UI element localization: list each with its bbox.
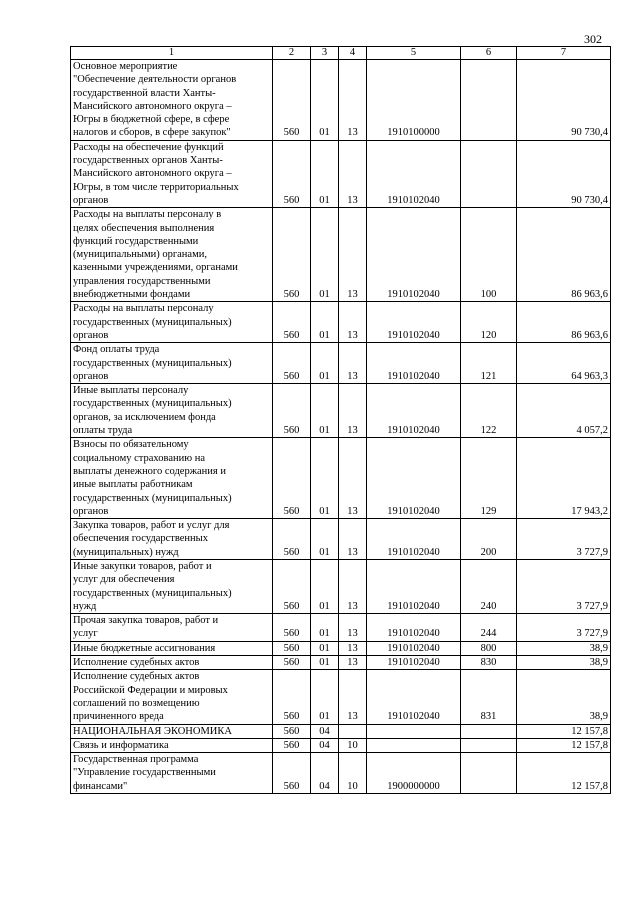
- table-row: [71, 438, 611, 519]
- table-header-row: [71, 47, 611, 60]
- cell-rz: 01: [311, 656, 339, 670]
- cell-rz: 01: [311, 343, 339, 384]
- cell-sum: 86 963,6: [517, 302, 611, 343]
- cell-rz: 01: [311, 140, 339, 207]
- cell-grbs: 560: [273, 302, 311, 343]
- cell-pr: 13: [339, 60, 367, 141]
- cell-rz: 01: [311, 519, 339, 560]
- cell-name: Расходы на выплаты персоналу государственных (муниципальных) органов: [71, 302, 273, 343]
- cell-sum: 17 943,2: [517, 438, 611, 519]
- cell-grbs: 560: [273, 140, 311, 207]
- cell-sum: 4 057,2: [517, 384, 611, 438]
- cell-csr: 1910102040: [367, 302, 461, 343]
- cell-sum: 12 157,8: [517, 753, 611, 794]
- cell-vr: 129: [461, 438, 517, 519]
- col-header-rz: 3: [311, 47, 339, 60]
- cell-grbs: 560: [273, 614, 311, 642]
- cell-csr: 1910102040: [367, 670, 461, 724]
- cell-rz: 01: [311, 384, 339, 438]
- cell-rz: 01: [311, 670, 339, 724]
- cell-grbs: 560: [273, 656, 311, 670]
- cell-grbs: 560: [273, 519, 311, 560]
- cell-sum: 38,9: [517, 656, 611, 670]
- table-row: [71, 343, 611, 384]
- cell-vr: 831: [461, 670, 517, 724]
- cell-vr: 830: [461, 656, 517, 670]
- cell-grbs: 560: [273, 670, 311, 724]
- cell-sum: 38,9: [517, 670, 611, 724]
- table-row: [71, 60, 611, 141]
- cell-csr: 1910102040: [367, 559, 461, 613]
- cell-vr: [461, 60, 517, 141]
- cell-vr: 800: [461, 641, 517, 655]
- cell-vr: 100: [461, 208, 517, 302]
- cell-csr: 1910102040: [367, 438, 461, 519]
- col-header-csr: 5: [367, 47, 461, 60]
- cell-vr: [461, 738, 517, 752]
- table-row: [71, 302, 611, 343]
- table-row: [71, 614, 611, 642]
- cell-name: Фонд оплаты труда государственных (муниципальных) органов: [71, 343, 273, 384]
- cell-sum: 90 730,4: [517, 140, 611, 207]
- table-row: [71, 140, 611, 207]
- cell-rz: 01: [311, 559, 339, 613]
- cell-rz: 01: [311, 60, 339, 141]
- cell-pr: 10: [339, 738, 367, 752]
- cell-rz: 04: [311, 753, 339, 794]
- table-row: [71, 384, 611, 438]
- cell-grbs: 560: [273, 60, 311, 141]
- cell-grbs: 560: [273, 724, 311, 738]
- cell-csr: 1910102040: [367, 641, 461, 655]
- cell-name: Расходы на выплаты персоналу в целях обеспечения выполнения функций государственными (муниципальными) органами, казенными учреждениями, органами управления государственными внебюджетными фондами: [71, 208, 273, 302]
- cell-rz: 01: [311, 302, 339, 343]
- cell-pr: 13: [339, 302, 367, 343]
- col-header-name: 1: [71, 47, 273, 60]
- cell-sum: 38,9: [517, 641, 611, 655]
- cell-csr: 1910102040: [367, 343, 461, 384]
- table-row: [71, 519, 611, 560]
- cell-csr: 1910102040: [367, 614, 461, 642]
- cell-grbs: 560: [273, 208, 311, 302]
- cell-pr: 13: [339, 208, 367, 302]
- cell-grbs: 560: [273, 343, 311, 384]
- cell-pr: 13: [339, 656, 367, 670]
- budget-table: [70, 46, 611, 794]
- cell-grbs: 560: [273, 438, 311, 519]
- table-row: [71, 559, 611, 613]
- cell-pr: 13: [339, 559, 367, 613]
- cell-sum: 3 727,9: [517, 519, 611, 560]
- cell-csr: 1910100000: [367, 60, 461, 141]
- cell-pr: 13: [339, 384, 367, 438]
- cell-pr: 13: [339, 438, 367, 519]
- cell-name: Исполнение судебных актов: [71, 656, 273, 670]
- cell-csr: 1910102040: [367, 656, 461, 670]
- cell-csr: [367, 724, 461, 738]
- cell-grbs: 560: [273, 641, 311, 655]
- cell-name: Прочая закупка товаров, работ и услуг: [71, 614, 273, 642]
- cell-csr: 1900000000: [367, 753, 461, 794]
- table-row: [71, 641, 611, 655]
- cell-pr: 13: [339, 614, 367, 642]
- cell-sum: 64 963,3: [517, 343, 611, 384]
- cell-vr: 200: [461, 519, 517, 560]
- cell-vr: 120: [461, 302, 517, 343]
- cell-rz: 01: [311, 641, 339, 655]
- cell-pr: 13: [339, 140, 367, 207]
- cell-vr: [461, 140, 517, 207]
- cell-pr: [339, 724, 367, 738]
- cell-rz: 01: [311, 438, 339, 519]
- cell-name: Государственная программа "Управление государственными финансами": [71, 753, 273, 794]
- cell-sum: 86 963,6: [517, 208, 611, 302]
- cell-name: Расходы на обеспечение функций государственных органов Ханты- Мансийского автономного округа – Югры, в том числе территориальных органов: [71, 140, 273, 207]
- cell-pr: 13: [339, 343, 367, 384]
- cell-grbs: 560: [273, 753, 311, 794]
- table-row: [71, 724, 611, 738]
- cell-name: Иные закупки товаров, работ и услуг для обеспечения государственных (муниципальных) нужд: [71, 559, 273, 613]
- cell-vr: 240: [461, 559, 517, 613]
- cell-name: Связь и информатика: [71, 738, 273, 752]
- col-header-grbs: 2: [273, 47, 311, 60]
- cell-name: Иные бюджетные ассигнования: [71, 641, 273, 655]
- cell-pr: 10: [339, 753, 367, 794]
- cell-csr: 1910102040: [367, 208, 461, 302]
- cell-csr: [367, 738, 461, 752]
- cell-grbs: 560: [273, 559, 311, 613]
- cell-vr: [461, 724, 517, 738]
- table-row: [71, 656, 611, 670]
- cell-vr: 121: [461, 343, 517, 384]
- cell-rz: 04: [311, 724, 339, 738]
- cell-name: Иные выплаты персоналу государственных (муниципальных) органов, за исключением фонда оплаты труда: [71, 384, 273, 438]
- table-row: [71, 670, 611, 724]
- cell-vr: 244: [461, 614, 517, 642]
- cell-name: Исполнение судебных актов Российской Федерации и мировых соглашений по возмещению причиненного вреда: [71, 670, 273, 724]
- cell-pr: 13: [339, 519, 367, 560]
- cell-csr: 1910102040: [367, 384, 461, 438]
- cell-grbs: 560: [273, 384, 311, 438]
- cell-rz: 01: [311, 208, 339, 302]
- cell-name: Основное мероприятие "Обеспечение деятельности органов государственной власти Ханты- Мансийского автономного округа – Югры в бюджетной сфере, в сфере налогов и сборов, в сфере закупок": [71, 60, 273, 141]
- cell-sum: 12 157,8: [517, 738, 611, 752]
- cell-sum: 3 727,9: [517, 614, 611, 642]
- page-number: 302: [584, 32, 602, 46]
- cell-vr: 122: [461, 384, 517, 438]
- cell-name: НАЦИОНАЛЬНАЯ ЭКОНОМИКА: [71, 724, 273, 738]
- cell-name: Взносы по обязательному социальному страхованию на выплаты денежного содержания и иные выплаты работникам государственных (муниципальных) органов: [71, 438, 273, 519]
- table-row: [71, 208, 611, 302]
- col-header-sum: 7: [517, 47, 611, 60]
- cell-grbs: 560: [273, 738, 311, 752]
- cell-csr: 1910102040: [367, 140, 461, 207]
- cell-pr: 13: [339, 641, 367, 655]
- table-row: [71, 753, 611, 794]
- col-header-pr: 4: [339, 47, 367, 60]
- cell-name: Закупка товаров, работ и услуг для обеспечения государственных (муниципальных) нужд: [71, 519, 273, 560]
- cell-sum: 12 157,8: [517, 724, 611, 738]
- col-header-vr: 6: [461, 47, 517, 60]
- table-row: [71, 738, 611, 752]
- cell-rz: 01: [311, 614, 339, 642]
- cell-rz: 04: [311, 738, 339, 752]
- cell-sum: 90 730,4: [517, 60, 611, 141]
- cell-vr: [461, 753, 517, 794]
- cell-sum: 3 727,9: [517, 559, 611, 613]
- cell-pr: 13: [339, 670, 367, 724]
- cell-csr: 1910102040: [367, 519, 461, 560]
